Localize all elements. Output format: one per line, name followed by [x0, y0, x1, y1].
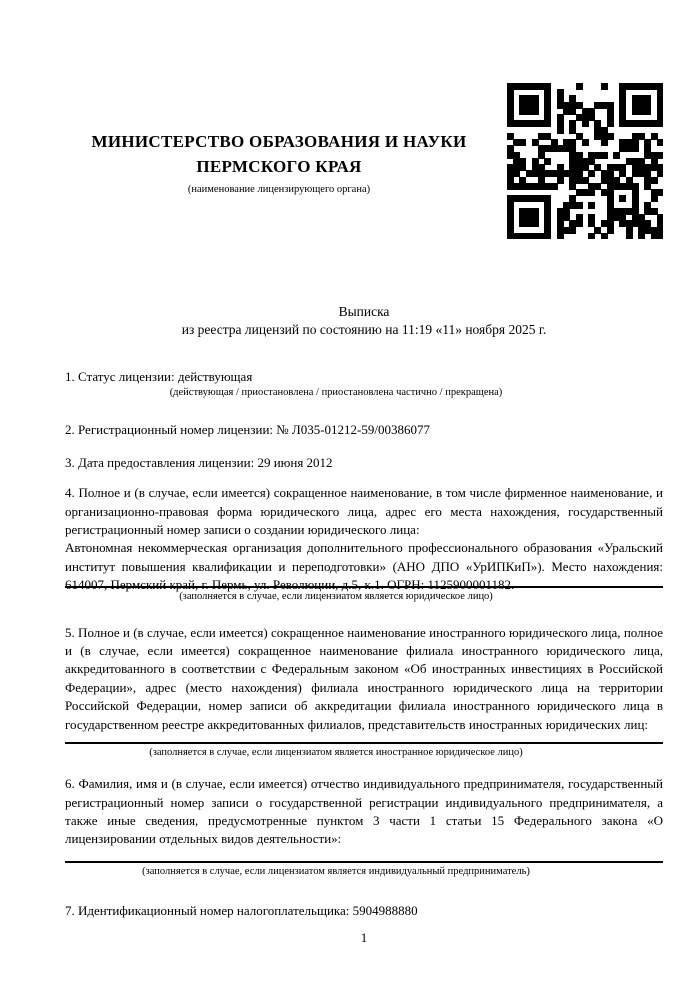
document-title-line1: Выписка: [338, 304, 390, 319]
field-license-date: 3. Дата предоставления лицензии: 29 июня 2012: [65, 454, 333, 470]
field-license-status-note: (действующая / приостановлена / приостановлена частично / прекращена): [169, 387, 503, 399]
org-name-line1: МИНИСТЕРСТВО ОБРАЗОВАНИЯ И НАУКИ: [91, 132, 467, 151]
fill-line-foreign-entity: [65, 742, 663, 744]
field-registration-number: 2. Регистрационный номер лицензии: № Л035-01212-59/00386077: [65, 422, 431, 438]
field-foreign-entity-label: 5. Полное и (в случае, если имеется) сокращенное наименование иностранного юридического лица, полное и (в случае, если имеется) сокращенное наименование филиала иностранного юридического лица, аккредитованного в соответствии с Федеральным законом «Об иностранных инвестициях в Российской Федерации», адрес (место нахождения) филиала иностранного юридического лица на территории Российской Федерации, номер записи об аккредитации филиала иностранного юридического лица в государственном реестре аккредитованных филиалов, представительств иностранных юридических лиц:: [65, 624, 663, 732]
field-foreign-entity: [65, 624, 663, 734]
field-legal-entity: [65, 484, 663, 594]
field-foreign-entity-note: (заполняется в случае, если лицензиатом является иностранное юридическое лицо): [149, 747, 523, 759]
document-title-line2: из реестра лицензий по состоянию на 11:19 «11» ноября 2025 г.: [181, 321, 547, 337]
document-title: [65, 303, 663, 338]
field-individual-entrepreneur-note: (заполняется в случае, если лицензиатом является индивидуальный предприниматель): [142, 865, 530, 877]
org-name-line2: ПЕРМСКОГО КРАЯ: [196, 157, 362, 176]
field-individual-entrepreneur-label: 6. Фамилия, имя и (в случае, если имеется) отчество индивидуального предпринимателя, государственный регистрационный номер записи о государственной регистрации индивидуального предпринимателя, а также иные сведения, предусмотренные пунктом 3 части 1 статьи 15 Федерального закона «О лицензировании отдельных видов деятельности»:: [65, 776, 663, 847]
qr-code-icon: [507, 83, 663, 239]
field-individual-entrepreneur: [65, 775, 663, 849]
field-legal-entity-value: Автономная некоммерческая организация дополнительного профессионального образования «Уральский институт повышения квалификации и переподготовки» (АНО ДПО «УрИПКиП»). Место нахождения: 614007, Пермский край, г. Пермь, ул. Революции, д.5, к.1. ОГРН: 1125900001182.: [65, 540, 663, 593]
field-taxpayer-number: 7. Идентификационный номер налогоплательщика: 5904988880: [65, 902, 418, 918]
fill-line-individual-entrepreneur: [65, 861, 663, 863]
field-legal-entity-note: (заполняется в случае, если лицензиатом является юридическое лицо): [179, 590, 493, 602]
org-name-caption: (наименование лицензирующего органа): [187, 184, 371, 195]
field-license-status: 1. Статус лицензии: действующая: [65, 369, 253, 384]
field-legal-entity-label: 4. Полное и (в случае, если имеется) сокращенное наименование, в том числе фирменное наименование, и организационно-правовая форма юридического лица, адрес его места нахождения, государственный регистрационный номер записи о создании юридического лица:: [65, 485, 663, 538]
document-header: [65, 83, 663, 239]
licensing-authority: [65, 83, 493, 196]
page-number: 1: [360, 930, 368, 946]
